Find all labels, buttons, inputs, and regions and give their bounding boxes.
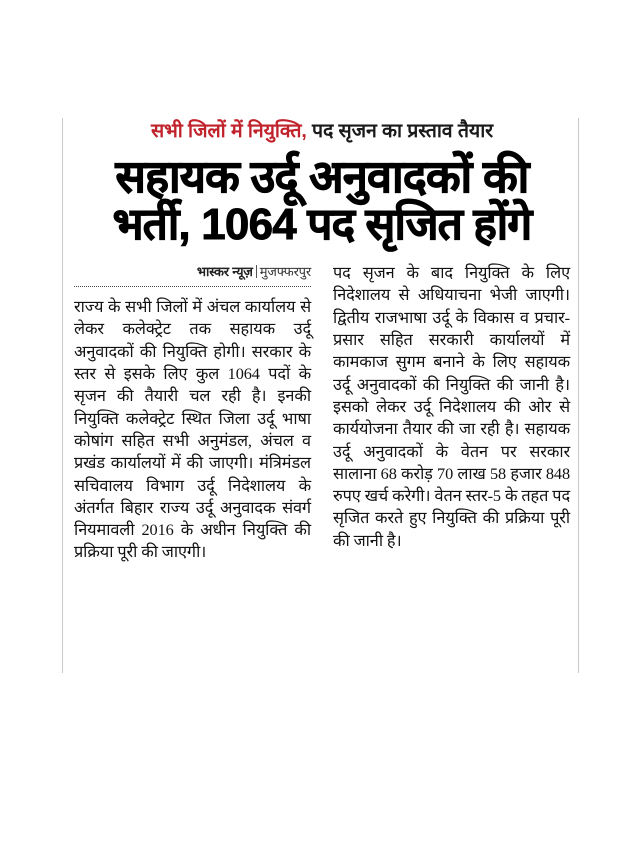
headline-line-1: सहायक उर्दू अनुवादकों की	[115, 150, 529, 202]
column-right	[333, 262, 570, 564]
byline-source: भास्कर न्यूज़	[196, 264, 253, 279]
body-text-right	[333, 262, 570, 552]
kicker-highlight: सभी जिलों में नियुक्ति,	[150, 120, 307, 142]
body-text-left	[74, 296, 311, 564]
headline-line-2: भर्ती, 1064 पद सृजित होंगे	[112, 199, 532, 249]
page-title	[74, 150, 570, 249]
kicker-line	[74, 120, 570, 144]
byline-separator	[256, 265, 257, 278]
column-rule-right	[578, 118, 579, 673]
byline-divider	[74, 286, 311, 287]
byline-place: मुजफ्फरपुर	[259, 264, 311, 279]
byline	[74, 262, 311, 280]
body-columns	[74, 262, 570, 564]
column-left	[74, 262, 311, 564]
article	[74, 120, 570, 564]
kicker-rest: पद सृजन का प्रस्ताव तैयार	[306, 120, 494, 142]
body-paragraph-left: राज्य के सभी जिलों में अंचल कार्यालय से लेकर कलेक्ट्रेट तक सहायक उर्दू अनुवादकों की नियुक्ति होगी। सरकार के स्तर से इसके लिए कुल 1064 पदों के सृजन की तैयारी चल रही है। इनकी नियुक्ति कलेक्ट्रेट स्थित जिला उर्दू भाषा कोषांग सहित सभी अनुमंडल, अंचल व प्रखंड कार्यालयों में की जाएगी। मंत्रिमंडल सचिवालय विभाग उर्दू निदेशालय के अंतर्गत बिहार राज्य उर्दू अनुवादक संवर्ग नियमावली 2016 के अधीन नियुक्ति की प्रक्रिया पूरी की जाएगी।	[74, 297, 311, 562]
column-rule-left	[62, 118, 63, 673]
body-paragraph-right: पद सृजन के बाद नियुक्ति के लिए निदेशालय से अधियाचना भेजी जाएगी। द्वितीय राजभाषा उर्दू के विकास व प्रचार-प्रसार सहित सरकारी कार्यालयों में कामकाज सुगम बनाने के लिए सहायक उर्दू अनुवादकों की नियुक्ति की जानी है। इसको लेकर उर्दू निदेशालय की ओर से कार्ययोजना तैयार की जा रही है। सहायक उर्दू अनुवादकों के वेतन पर सरकार सालाना 68 करोड़ 70 लाख 58 हजार 848 रुपए खर्च करेगी। वेतन स्तर-5 के तहत पद सृजित करते हुए नियुक्ति की प्रक्रिया पूरी की जानी है।	[333, 263, 570, 550]
